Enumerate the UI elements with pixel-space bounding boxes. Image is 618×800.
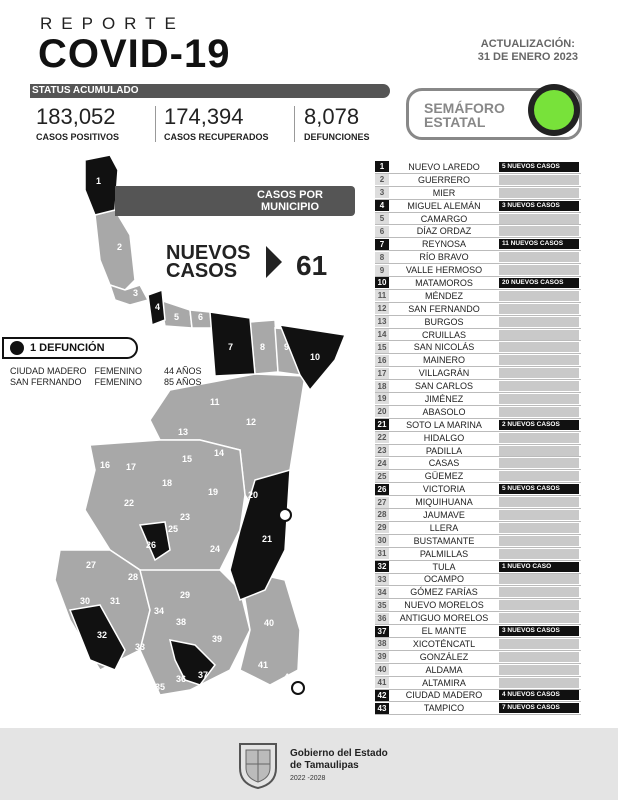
- municipio-name: BUSTAMANTE: [413, 535, 475, 546]
- defuncion-city: CIUDAD MADERO: [10, 366, 87, 376]
- municipio-name: NUEVO LAREDO: [408, 161, 480, 172]
- municipio-new-cases: [499, 175, 579, 185]
- municipio-number: 28: [375, 509, 389, 520]
- municipio-number: 5: [375, 213, 389, 224]
- municipio-row: [375, 290, 581, 303]
- svg-text:2: 2: [117, 242, 123, 252]
- municipio-new-cases: [499, 330, 579, 340]
- gov-name: [290, 748, 388, 772]
- municipio-new-cases: 3 NUEVOS CASOS: [499, 201, 579, 211]
- municipio-name: VILLAGRÁN: [418, 368, 470, 379]
- municipio-name: ALTAMIRA: [422, 677, 466, 688]
- municipio-new-cases: [499, 471, 579, 481]
- municipio-name: MÉNDEZ: [425, 290, 463, 301]
- svg-text:19: 19: [208, 487, 219, 497]
- municipio-row: [375, 496, 581, 509]
- municipio-number: 17: [375, 368, 389, 379]
- municipio-new-cases: 4 NUEVOS CASOS: [499, 690, 579, 700]
- municipio-number: 29: [375, 522, 389, 533]
- municipio-name: ANTIGUO MORELOS: [399, 613, 489, 624]
- svg-text:25: 25: [168, 524, 179, 534]
- semaforo-label: [424, 101, 505, 129]
- municipio-number: 13: [375, 316, 389, 327]
- municipio-name: SAN CARLOS: [414, 381, 474, 392]
- municipio-number: 11: [375, 290, 389, 301]
- stat-divider: [155, 106, 156, 142]
- municipio-name: SAN NICOLÁS: [413, 342, 475, 353]
- stat-divider: [294, 106, 295, 142]
- defuncion-age: 44 AÑOS: [164, 366, 202, 376]
- semaforo-line2: ESTATAL: [424, 114, 486, 130]
- municipio-name: GUERRERO: [417, 174, 470, 185]
- defuncion-row: [10, 366, 210, 377]
- municipio-number: 26: [375, 484, 389, 495]
- municipio-new-cases: 2 NUEVOS CASOS: [499, 420, 579, 430]
- semaforo-line1: SEMÁFORO: [424, 100, 505, 116]
- svg-text:15: 15: [182, 454, 193, 464]
- municipio-name: DÍAZ ORDAZ: [416, 226, 472, 237]
- municipio-row: [375, 200, 581, 213]
- nuevos-casos-label: [166, 244, 250, 280]
- svg-text:17: 17: [126, 462, 137, 472]
- municipio-number: 38: [375, 638, 389, 649]
- municipio-row: [375, 522, 581, 535]
- municipio-new-cases: 5 NUEVOS CASOS: [499, 484, 579, 494]
- casos-line2: MUNICIPIO: [260, 201, 320, 213]
- municipio-new-cases: [499, 394, 579, 404]
- death-marker: [279, 509, 291, 521]
- municipio-new-cases: [499, 252, 579, 262]
- svg-text:30: 30: [80, 596, 91, 606]
- defuncion-label: 1 DEFUNCIÓN: [30, 342, 105, 354]
- update-info: [478, 38, 578, 64]
- svg-text:40: 40: [264, 618, 275, 628]
- municipio-new-cases: [499, 587, 579, 597]
- municipio-new-cases: [499, 291, 579, 301]
- svg-text:39: 39: [212, 634, 223, 644]
- municipio-name: JIMÉNEZ: [424, 393, 464, 404]
- municipio-name: MIGUEL ALEMÁN: [407, 200, 481, 211]
- municipio-number: 20: [375, 406, 389, 417]
- municipio-new-cases: [499, 433, 579, 443]
- municipio-name: TULA: [432, 561, 456, 572]
- municipio-row: [375, 251, 581, 264]
- stat-recuperados-value: 174,394: [164, 104, 244, 129]
- svg-text:8: 8: [260, 342, 266, 352]
- svg-text:27: 27: [86, 560, 97, 570]
- municipio-number: 42: [375, 690, 389, 701]
- stat-recuperados: [164, 104, 269, 142]
- tamaulipas-map: [0, 150, 360, 710]
- municipio-name: MATAMOROS: [415, 277, 473, 288]
- update-date: 31 DE ENERO 2023: [477, 51, 578, 63]
- svg-text:6: 6: [198, 312, 204, 322]
- municipio-number: 31: [375, 548, 389, 559]
- municipio-number: 1: [375, 161, 389, 172]
- gov-line2: de Tamaulipas: [290, 760, 359, 771]
- municipio-number: 27: [375, 497, 389, 508]
- municipio-number: 24: [375, 458, 389, 469]
- svg-text:1: 1: [96, 176, 102, 186]
- municipio-number: 22: [375, 432, 389, 443]
- defuncion-sex: FEMENINO: [94, 366, 143, 376]
- municipio-row: [375, 406, 581, 419]
- municipio-name: VICTORIA: [422, 484, 466, 495]
- svg-text:23: 23: [180, 512, 191, 522]
- municipio-new-cases: 11 NUEVOS CASOS: [499, 239, 579, 249]
- municipio-name: HIDALGO: [423, 432, 465, 443]
- svg-text:10: 10: [310, 352, 321, 362]
- stat-recuperados-label: CASOS RECUPERADOS: [164, 132, 269, 142]
- municipio-new-cases: [499, 613, 579, 623]
- municipio-name: PADILLA: [425, 445, 463, 456]
- death-dot-icon: [10, 341, 24, 355]
- update-label: ACTUALIZACIÓN:: [480, 38, 575, 50]
- municipio-list: [375, 161, 581, 715]
- municipio-row: [375, 586, 581, 599]
- municipio-name: EL MANTE: [421, 626, 467, 636]
- municipio-name: CASAS: [428, 458, 460, 469]
- municipio-new-cases: [499, 523, 579, 533]
- municipio-row: [375, 161, 581, 174]
- svg-text:7: 7: [228, 342, 234, 352]
- municipio-new-cases: [499, 678, 579, 688]
- gov-line1: Gobierno del Estado: [290, 748, 388, 759]
- municipio-row: [375, 380, 581, 393]
- municipio-number: 14: [375, 329, 389, 340]
- municipio-new-cases: [499, 407, 579, 417]
- page-title: COVID-19: [38, 32, 231, 76]
- municipio-new-cases: [499, 600, 579, 610]
- svg-text:5: 5: [174, 312, 180, 322]
- municipio-new-cases: 7 NUEVOS CASOS: [499, 703, 579, 713]
- municipio-new-cases: [499, 214, 579, 224]
- municipio-name: RÍO BRAVO: [419, 252, 469, 263]
- map-region-1: [85, 155, 118, 215]
- municipio-name: ABASOLO: [422, 406, 466, 417]
- nuevos-line1: NUEVOS: [166, 242, 251, 264]
- municipio-new-cases: [499, 304, 579, 314]
- svg-text:24: 24: [210, 544, 221, 554]
- svg-text:13: 13: [178, 427, 189, 437]
- municipio-name: CAMARGO: [420, 213, 468, 224]
- svg-text:36: 36: [176, 674, 187, 684]
- stat-defunciones: [304, 104, 370, 142]
- svg-text:37: 37: [198, 670, 209, 680]
- stat-defunciones-label: DEFUNCIONES: [304, 132, 370, 142]
- municipio-new-cases: [499, 497, 579, 507]
- municipio-row: [375, 664, 581, 677]
- municipio-name: REYNOSA: [421, 239, 466, 250]
- municipio-new-cases: 1 NUEVO CASO: [499, 562, 579, 572]
- municipio-new-cases: [499, 446, 579, 456]
- municipio-number: 15: [375, 342, 389, 353]
- municipio-new-cases: [499, 652, 579, 662]
- municipio-name: SOTO LA MARINA: [406, 419, 482, 430]
- municipio-new-cases: [499, 188, 579, 198]
- municipio-new-cases: [499, 549, 579, 559]
- municipio-row: [375, 677, 581, 690]
- municipio-row: [375, 457, 581, 470]
- casos-line1: CASOS POR: [256, 189, 323, 201]
- municipio-number: 7: [375, 239, 389, 250]
- municipio-number: 6: [375, 226, 389, 237]
- map-region-2: [95, 210, 135, 290]
- municipio-number: 2: [375, 174, 389, 185]
- municipio-new-cases: [499, 265, 579, 275]
- municipio-number: 43: [375, 703, 389, 714]
- municipio-new-cases: [499, 510, 579, 520]
- municipio-name: GÜEMEZ: [424, 471, 464, 482]
- municipio-new-cases: [499, 536, 579, 546]
- svg-text:14: 14: [214, 448, 225, 458]
- defuncion-city: SAN FERNANDO: [10, 377, 82, 387]
- municipio-number: 8: [375, 252, 389, 263]
- municipio-row: [375, 535, 581, 548]
- municipio-row: [375, 445, 581, 458]
- municipio-number: 32: [375, 561, 389, 572]
- municipio-row: [375, 329, 581, 342]
- municipio-name: VALLE HERMOSO: [405, 265, 483, 276]
- municipio-new-cases: [499, 574, 579, 584]
- stat-positivos-label: CASOS POSITIVOS: [36, 132, 120, 142]
- svg-text:16: 16: [100, 460, 111, 470]
- svg-text:22: 22: [124, 498, 135, 508]
- chevron-right-icon: [266, 246, 282, 278]
- municipio-new-cases: [499, 368, 579, 378]
- municipio-number: 39: [375, 651, 389, 662]
- map-region-3: [110, 285, 148, 305]
- municipio-new-cases: 5 NUEVOS CASOS: [499, 162, 579, 172]
- municipio-row: [375, 303, 581, 316]
- svg-text:20: 20: [248, 490, 259, 500]
- municipio-number: 9: [375, 265, 389, 276]
- defuncion-table: [10, 366, 210, 388]
- state-seal-icon: [236, 738, 280, 790]
- svg-text:33: 33: [135, 642, 146, 652]
- municipio-new-cases: [499, 665, 579, 675]
- municipio-number: 18: [375, 381, 389, 392]
- municipio-row: [375, 341, 581, 354]
- municipio-row: [375, 625, 581, 638]
- svg-text:41: 41: [258, 660, 269, 670]
- municipio-new-cases: [499, 355, 579, 365]
- svg-text:21: 21: [262, 534, 273, 544]
- municipio-row: [375, 316, 581, 329]
- municipio-row: [375, 548, 581, 561]
- svg-text:29: 29: [180, 590, 191, 600]
- municipio-name: CRUILLAS: [421, 329, 466, 340]
- municipio-row: [375, 187, 581, 200]
- municipio-name: JAUMAVE: [423, 509, 465, 520]
- municipio-row: [375, 225, 581, 238]
- municipio-number: 16: [375, 355, 389, 366]
- death-marker: [292, 682, 304, 694]
- svg-text:12: 12: [246, 417, 257, 427]
- municipio-number: 41: [375, 677, 389, 688]
- municipio-number: 3: [375, 187, 389, 198]
- municipio-number: 35: [375, 600, 389, 611]
- municipio-row: [375, 574, 581, 587]
- municipio-name: OCAMPO: [423, 574, 464, 585]
- svg-text:31: 31: [110, 596, 121, 606]
- svg-text:11: 11: [210, 397, 220, 407]
- municipio-new-cases: 20 NUEVOS CASOS: [499, 278, 579, 288]
- municipio-new-cases: [499, 381, 579, 391]
- municipio-number: 23: [375, 445, 389, 456]
- municipio-name: PALMILLAS: [419, 548, 469, 559]
- municipio-number: 12: [375, 303, 389, 314]
- gov-period: 2022 -2028: [290, 775, 326, 782]
- defuncion-sex: FEMENINO: [94, 377, 143, 387]
- municipio-number: 33: [375, 574, 389, 585]
- svg-text:42: 42: [284, 672, 295, 682]
- municipio-number: 10: [375, 277, 389, 288]
- svg-text:18: 18: [162, 478, 173, 488]
- municipio-new-cases: [499, 226, 579, 236]
- municipio-row: [375, 393, 581, 406]
- svg-text:26: 26: [146, 540, 157, 550]
- municipio-number: 34: [375, 587, 389, 598]
- municipio-row: [375, 702, 581, 715]
- municipio-row: [375, 561, 581, 574]
- municipio-name: ALDAMA: [425, 664, 463, 675]
- municipio-row: [375, 174, 581, 187]
- municipio-name: GÓMEZ FARÍAS: [410, 587, 478, 598]
- municipio-row: [375, 651, 581, 664]
- municipio-name: MAINERO: [422, 355, 465, 366]
- report-supertitle: REPORTE: [40, 14, 185, 33]
- stat-positivos: [36, 104, 119, 142]
- municipio-row: [375, 277, 581, 290]
- municipio-row: [375, 483, 581, 496]
- municipio-number: 37: [375, 626, 389, 637]
- municipio-number: 30: [375, 535, 389, 546]
- svg-text:4: 4: [155, 302, 161, 312]
- traffic-light-green: [534, 90, 574, 130]
- municipio-row: [375, 213, 581, 226]
- svg-text:38: 38: [176, 617, 187, 627]
- municipio-row: [375, 367, 581, 380]
- municipio-new-cases: 3 NUEVOS CASOS: [499, 626, 579, 636]
- municipio-name: NUEVO MORELOS: [404, 600, 484, 611]
- municipio-name: MIQUIHUANA: [415, 497, 473, 508]
- defuncion-row: [10, 377, 210, 388]
- municipio-row: [375, 470, 581, 483]
- nuevos-casos-count: 61: [296, 250, 328, 281]
- svg-text:35: 35: [155, 682, 166, 692]
- municipio-number: 19: [375, 393, 389, 404]
- municipio-new-cases: [499, 342, 579, 352]
- municipio-number: 25: [375, 471, 389, 482]
- nuevos-line2: CASOS: [166, 260, 238, 282]
- municipio-row: [375, 690, 581, 703]
- defuncion-age: 85 AÑOS: [164, 377, 202, 387]
- status-label: STATUS ACUMULADO: [32, 85, 139, 96]
- svg-text:9: 9: [284, 342, 290, 352]
- municipio-name: MIER: [432, 187, 456, 198]
- municipio-row: [375, 354, 581, 367]
- municipio-number: 40: [375, 664, 389, 675]
- municipio-row: [375, 419, 581, 432]
- municipio-name: XICOTÉNCATL: [412, 638, 476, 649]
- municipio-number: 36: [375, 613, 389, 624]
- municipio-row: [375, 599, 581, 612]
- municipio-name: BURGOS: [424, 316, 464, 327]
- svg-text:34: 34: [154, 606, 165, 616]
- municipio-name: LLERA: [429, 522, 459, 533]
- municipio-name: TAMPICO: [423, 703, 465, 714]
- stat-defunciones-value: 8,078: [304, 104, 360, 129]
- municipio-row: [375, 264, 581, 277]
- municipio-number: 21: [375, 419, 389, 430]
- municipio-row: [375, 612, 581, 625]
- municipio-row: [375, 638, 581, 651]
- casos-municipio-label: [230, 189, 350, 213]
- municipio-new-cases: [499, 639, 579, 649]
- municipio-row: [375, 238, 581, 251]
- municipio-row: [375, 432, 581, 445]
- municipio-new-cases: [499, 317, 579, 327]
- svg-text:32: 32: [97, 630, 108, 640]
- svg-text:28: 28: [128, 572, 139, 582]
- stat-positivos-value: 183,052: [36, 104, 116, 129]
- municipio-name: GONZÁLEZ: [419, 651, 469, 662]
- municipio-name: SAN FERNANDO: [408, 303, 480, 314]
- municipio-number: 4: [375, 200, 389, 211]
- svg-text:3: 3: [133, 288, 139, 298]
- municipio-row: [375, 509, 581, 522]
- municipio-new-cases: [499, 458, 579, 468]
- municipio-name: CIUDAD MADERO: [405, 690, 483, 701]
